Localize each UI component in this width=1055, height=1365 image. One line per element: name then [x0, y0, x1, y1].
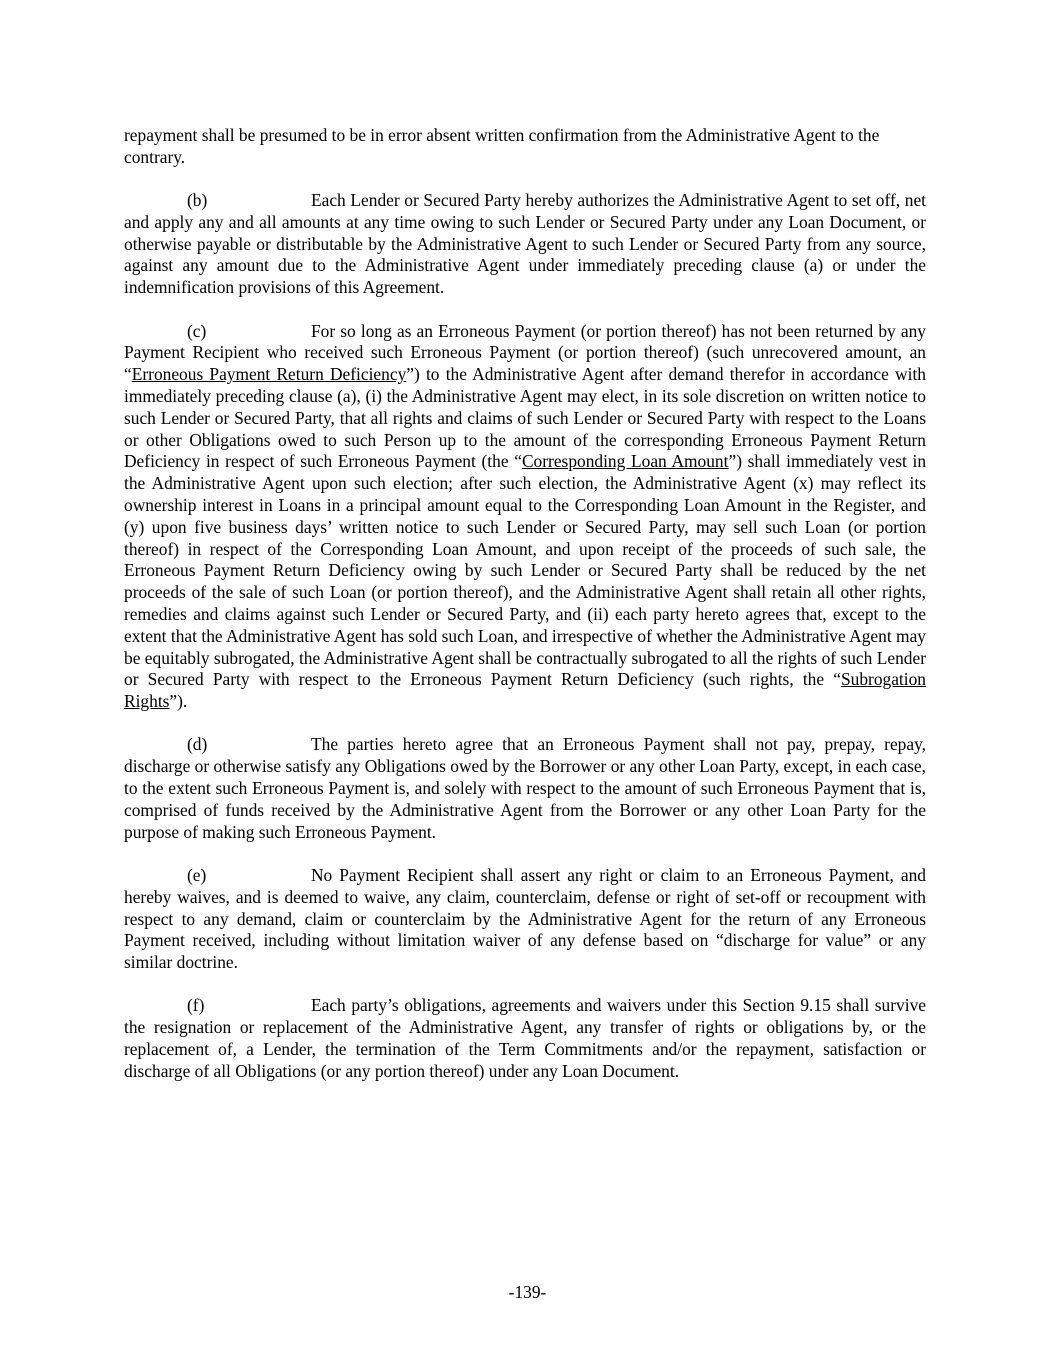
- document-body: [124, 125, 926, 1104]
- paragraph-c: [124, 321, 926, 713]
- paragraph-c-text-1: For so long as an Erroneous Payment (or portion thereof) has not been returned by any Payment Recipient who received such Erroneous Payment (or portion thereof) (such unrecovered amount, an “: [124, 320, 926, 385]
- paragraph-f-label: (f): [187, 995, 205, 1016]
- paragraph-d-text: The parties hereto agree that an Erroneous Payment shall not pay, prepay, repay, discharge or otherwise satisfy any Obligations owed by the Borrower or any other Loan Party, except, in each case, to the extent such Erroneous Payment is, and solely with respect to the amount of such Erroneous Payment that is, comprised of funds received by the Administrative Agent from the Borrower or any other Loan Party for the purpose of making such Erroneous Payment.: [124, 734, 926, 842]
- paragraph-d-label: (d): [187, 734, 208, 755]
- defined-term-corresponding-loan-amount: Corresponding Loan Amount: [521, 451, 729, 472]
- paragraph-c-label: (c): [187, 320, 207, 341]
- paragraph-b-label: (b): [187, 190, 208, 211]
- paragraph-c-text-3: ”) shall immediately vest in the Administrative Agent upon such election; after such election, the Administrative Agent (x) may reflect its ownership interest in Loans in a principal amount equal to the Corresponding Loan Amount in the Register, and (y) upon five business days’ written notice to such Lender or Secured Party, may sell such Loan (or portion thereof) in respect of the Corresponding Loan Amount, and upon receipt of the proceeds of such sale, the Erroneous Payment Return Deficiency owing by such Lender or Secured Party shall be reduced by the net proceeds of the sale of such Loan (or portion thereof), and the Administrative Agent shall retain all other rights, remedies and claims against such Lender or Secured Party, and (ii) each party hereto agrees that, except to the extent that the Administrative Agent has sold such Loan, and irrespective of whether the Administrative Agent may be equitably subrogated, the Administrative Agent shall be contractually subrogated to all the rights of such Lender or Secured Party with respect to the Erroneous Payment Return Deficiency (such rights, the “: [124, 451, 927, 690]
- paragraph-c-text-2: ”) to the Administrative Agent after demand therefor in accordance with immediately preceding clause (a), (i) the Administrative Agent may elect, in its sole discretion on written notice to such Lender or Secured Party, that all rights and claims of such Lender or Secured Party with respect to the Loans or other Obligations owed to such Person up to the amount of the corresponding Erroneous Payment Return Deficiency in respect of such Erroneous Payment (the “: [124, 364, 926, 472]
- paragraph-c-text-4: ”).: [169, 691, 188, 712]
- defined-term-subrogation-rights: Subrogation Rights: [124, 669, 926, 712]
- page-number: -139-: [508, 1282, 547, 1302]
- paragraph-e-text: No Payment Recipient shall assert any right or claim to an Erroneous Payment, and hereby waives, and is deemed to waive, any claim, counterclaim, defense or right of set-off or recoupment with respect to any demand, claim or counterclaim by the Administrative Agent for the return of any Erroneous Payment received, including without limitation waiver of any defense based on “discharge for value” or any similar doctrine.: [124, 864, 926, 973]
- paragraph-d: [124, 734, 926, 843]
- intro-text: repayment shall be presumed to be in error absent written confirmation from the Administrative Agent to the contrary.: [124, 125, 880, 167]
- paragraph-f-text: Each party’s obligations, agreements and waivers under this Section 9.15 shall survive the resignation or replacement of the Administrative Agent, any transfer of rights or obligations by, or the replacement of, a Lender, the termination of the Term Commitments and/or the repayment, satisfaction or discharge of all Obligations (or any portion thereof) under any Loan Document.: [124, 995, 926, 1081]
- intro-paragraph: [124, 125, 926, 169]
- paragraph-f: [124, 995, 926, 1082]
- paragraph-e-label: (e): [187, 864, 207, 885]
- paragraph-b-text: Each Lender or Secured Party hereby authorizes the Administrative Agent to set off, net and apply any and all amounts at any time owing to such Lender or Secured Party under any Loan Document, or otherwise payable or distributable by the Administrative Agent to such Lender or Secured Party from any source, against any amount due to the Administrative Agent under immediately preceding clause (a) or under the indemnification provisions of this Agreement.: [124, 190, 926, 298]
- paragraph-e: [124, 865, 926, 974]
- paragraph-b: [124, 190, 926, 299]
- defined-term-erroneous-payment-return-deficiency: Erroneous Payment Return Deficiency: [131, 364, 407, 385]
